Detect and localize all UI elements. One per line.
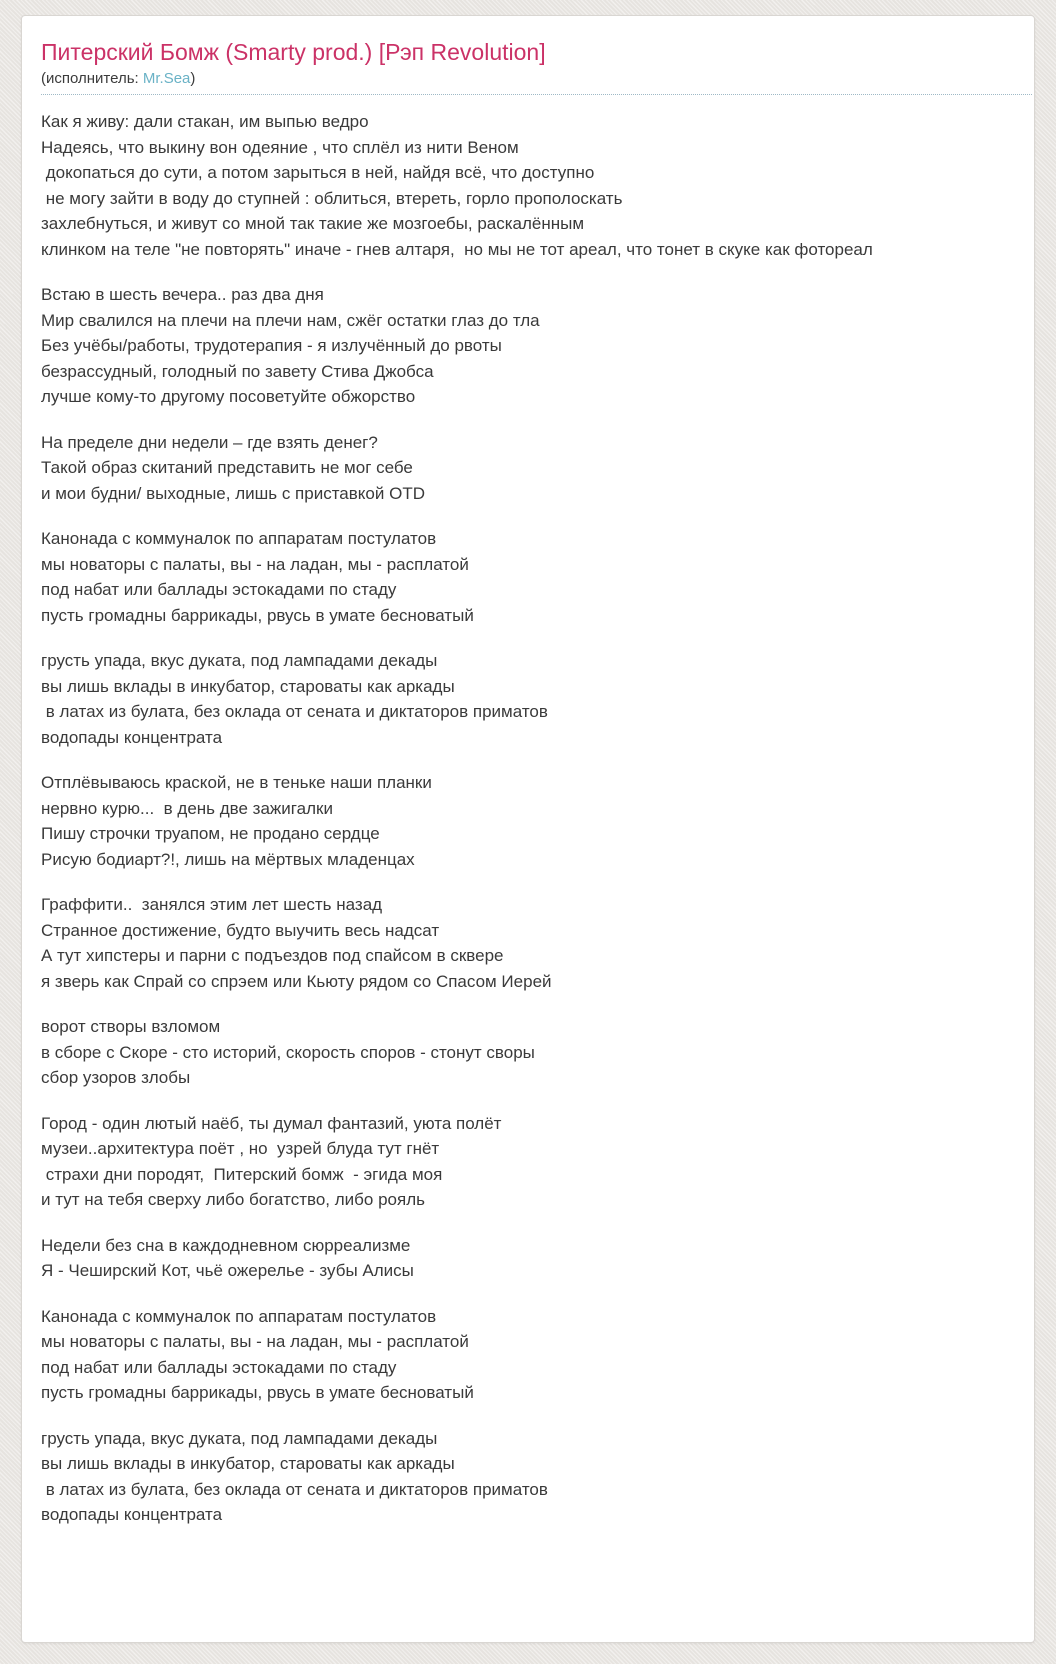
lyric-line: безрассудный, голодный по завету Стива Джобса [41, 361, 434, 381]
lyric-line: в латах из булата, без оклада от сената и диктаторов приматов [41, 702, 548, 721]
lyric-line: Недели без сна в каждодневном сюрреализме [41, 1235, 411, 1255]
stanza [41, 1111, 1032, 1213]
artist-label-suffix: ) [190, 70, 196, 87]
lyric-line: Странное достижение, будто выучить весь надсат [41, 920, 440, 940]
lyric-line: вы лишь вклады в инкубатор, староваты как аркады [41, 1454, 455, 1473]
lyric-line: Я - Чеширский Кот, чьё ожерелье - зубы Алисы [41, 1261, 414, 1280]
stanza [41, 1426, 1032, 1528]
stanza [41, 526, 1032, 628]
lyric-line: музеи..архитектура поёт , но узрей блуда тут гнёт [41, 1139, 440, 1158]
stanza [41, 282, 1032, 410]
lyric-line: Как я живу: дали стакан, им выпью ведро [41, 112, 369, 131]
lyric-line: Отплёвываюсь краской, не в теньке наши планки [41, 773, 432, 792]
lyric-line: Надеясь, что выкину вон одеяние , что сплёл из нити Веном [41, 137, 519, 157]
lyric-line: и тут на тебя сверху либо богатство, либо рояль [41, 1190, 425, 1209]
lyric-line: я зверь как Спрай со спрэем или Кьюту рядом со Спасом Иерей [41, 971, 552, 991]
lyric-line: На пределе дни недели – где взять денег? [41, 432, 378, 452]
stanza [41, 648, 1032, 750]
lyric-line: Такой образ скитаний представить не мог себе [41, 458, 413, 477]
artist-label-prefix: (исполнитель: [41, 70, 143, 87]
lyric-line: сбор узоров злобы [41, 1068, 191, 1087]
lyric-line: вы лишь вклады в инкубатор, староваты как аркады [41, 676, 455, 696]
lyric-line: водопады концентрата [41, 727, 223, 747]
lyric-line: не могу зайти в воду до ступней : облиться, втереть, горло прополоскать [41, 188, 623, 208]
lyric-line: клинком на теле "не повторять" иначе - гнев алтаря, но мы не тот ареал, что тонет в скуке как фотореал [41, 239, 873, 259]
lyric-line: захлебнуться, и живут со мной так такие же мозгоебы, раскалённым [41, 214, 585, 233]
lyric-line: А тут хипстеры и парни с подъездов под спайсом в сквере [41, 946, 504, 965]
lyric-line: пусть громадны баррикады, рвусь в умате бесноватый [41, 605, 474, 625]
lyric-line: Канонада с коммуналок по аппаратам постулатов [41, 529, 437, 548]
stanza [41, 109, 1032, 262]
lyric-line: Город - один лютый наёб, ты думал фантазий, уюта полёт [41, 1113, 502, 1133]
lyric-line: докопаться до сути, а потом зарыться в ней, найдя всё, что доступно [41, 163, 595, 182]
lyric-line: страхи дни породят, Питерский бомж - эгида моя [41, 1164, 443, 1184]
artist-link[interactable]: Mr.Sea [142, 70, 191, 87]
stanza [41, 1304, 1032, 1406]
stanza [41, 770, 1032, 872]
lyric-line: ворот створы взломом [41, 1017, 221, 1036]
lyric-line: Граффити.. занялся этим лет шесть назад [41, 895, 383, 914]
lyric-line: Канонада с коммуналок по аппаратам постулатов [41, 1306, 437, 1326]
lyric-line: под набат или баллады эстокадами по стаду [41, 580, 397, 599]
lyric-line: Без учёбы/работы, трудотерапия - я излучённый до рвоты [41, 336, 502, 355]
lyrics-card [21, 15, 1035, 1643]
lyric-line: лучше кому-то другому посоветуйте обжорство [41, 387, 416, 406]
stanza [41, 1233, 1032, 1284]
stanza [41, 892, 1032, 994]
lyric-line: нервно курю... в день две зажигалки [41, 798, 333, 818]
lyric-line: мы новаторы с палаты, вы - на ладан, мы - расплатой [41, 554, 469, 574]
lyric-line: Мир свалился на плечи на плечи нам, сжёг остатки глаз до тла [41, 310, 540, 330]
dotted-separator [41, 94, 1032, 95]
artist-line [41, 69, 1032, 88]
page-background [0, 15, 1056, 1664]
lyric-line: в латах из булата, без оклада от сената и диктаторов приматов [41, 1479, 548, 1499]
stanza [41, 1014, 1032, 1091]
lyric-line: и мои будни/ выходные, лишь с приставкой OTD [41, 483, 425, 503]
lyric-line: Рисую бодиарт?!, лишь на мёртвых младенцах [41, 849, 415, 869]
lyric-line: мы новаторы с палаты, вы - на ладан, мы - расплатой [41, 1332, 469, 1351]
page-title: Питерский Бомж (Smarty prod.) [Рэп Revolution] [41, 39, 546, 65]
lyric-line: водопады концентрата [41, 1505, 223, 1524]
lyrics [41, 109, 1032, 1528]
lyric-line: пусть громадны баррикады, рвусь в умате бесноватый [41, 1383, 474, 1402]
lyric-line: грусть упада, вкус дуката, под лампадами декады [41, 651, 438, 670]
lyric-line: Встаю в шесть вечера.. раз два дня [41, 285, 324, 304]
lyric-line: в сборе с Скоре - сто историй, скорость споров - стонут своры [41, 1042, 535, 1062]
lyric-line: грусть упада, вкус дуката, под лампадами декады [41, 1428, 438, 1448]
lyric-line: Пишу строчки труапом, не продано сердце [41, 824, 380, 843]
stanza [41, 430, 1032, 507]
lyric-line: под набат или баллады эстокадами по стаду [41, 1357, 397, 1377]
